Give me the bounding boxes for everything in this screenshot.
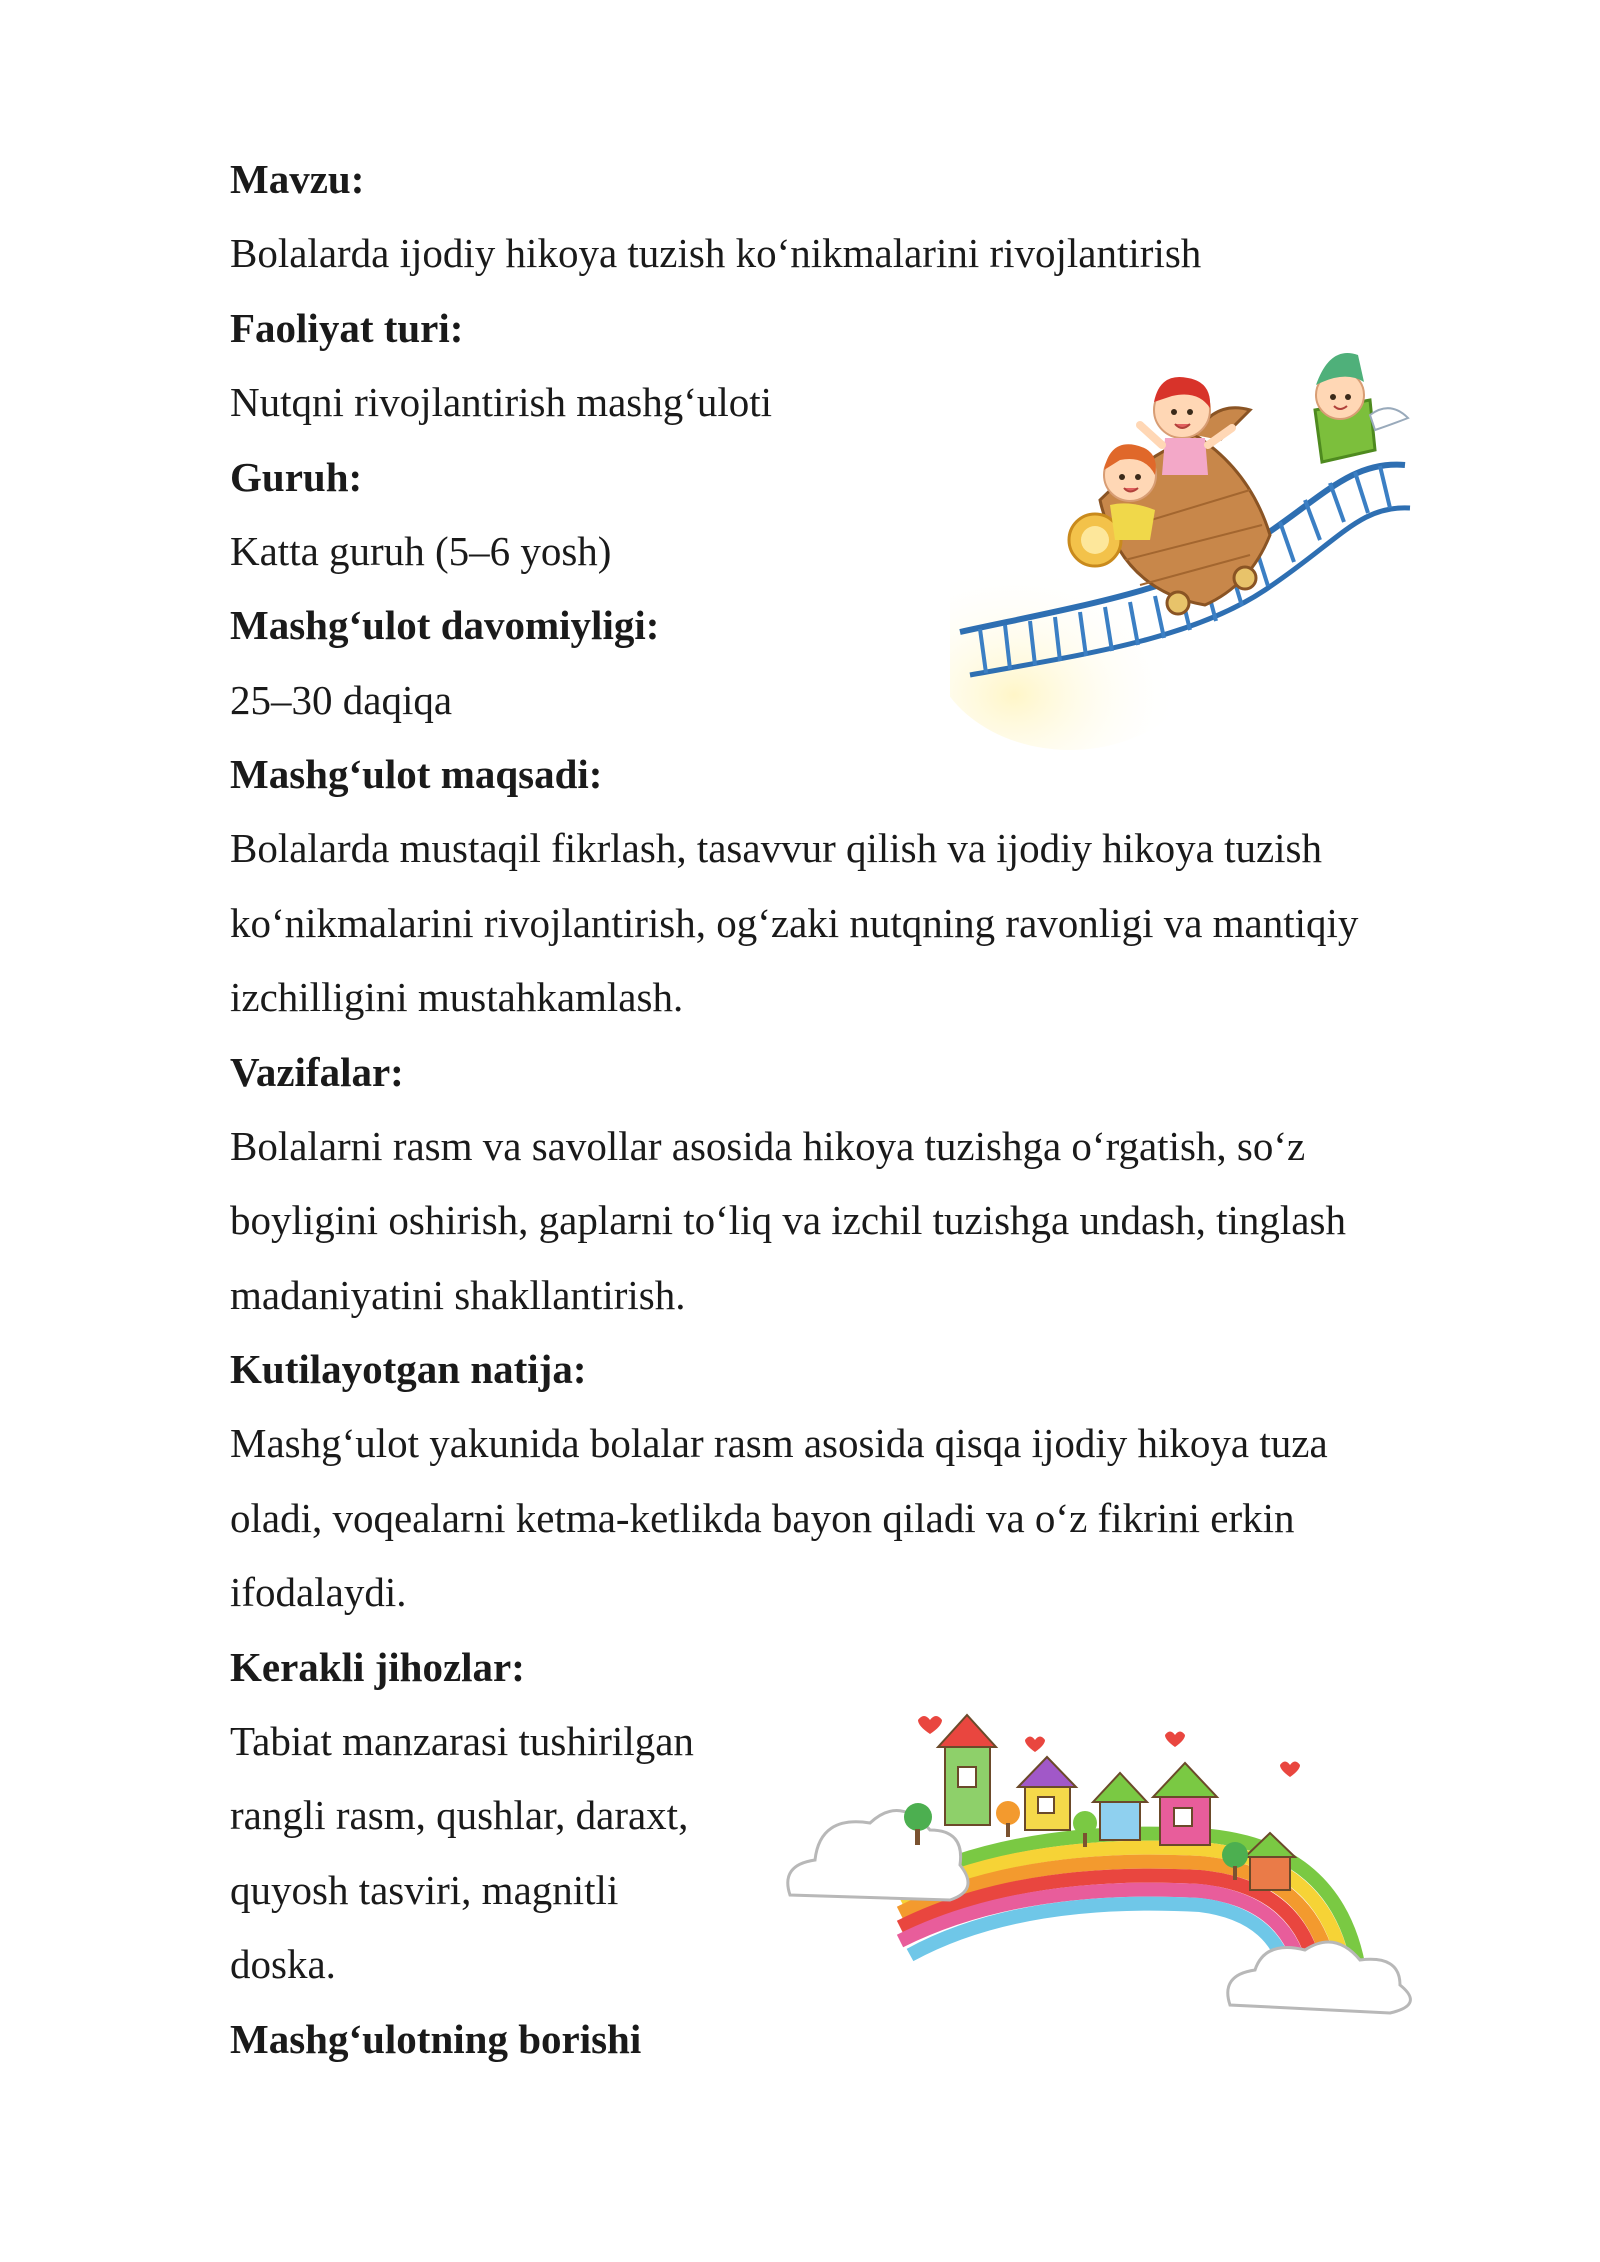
text-mavzu: Bolalarda ijodiy hikoya tuzish ko‘nikmalarini rivojlantirish xyxy=(230,230,1202,276)
heading-guruh: Guruh: xyxy=(230,454,363,500)
text-maqsadi-line-2: ko‘nikmalarini rivojlantirish, og‘zaki nutqning ravonligi va mantiqiy xyxy=(230,900,1359,946)
text-natija-line-3: ifodalaydi. xyxy=(230,1569,407,1615)
boy-green-hat-figure xyxy=(1315,353,1408,462)
cloud-right xyxy=(1228,1942,1411,2013)
kids-on-roller-coaster-illustration xyxy=(950,340,1420,760)
heading-vazifalar: Vazifalar: xyxy=(230,1049,404,1095)
text-faoliyat-turi: Nutqni rivojlantirish mashg‘uloti xyxy=(230,379,773,425)
text-maqsadi-line-3: izchilligini mustahkamlash. xyxy=(230,974,684,1020)
text-jihozlar-line-3: quyosh tasviri, magnitli xyxy=(230,1867,619,1913)
text-natija-line-2: oladi, voqealarni ketma-ketlikda bayon qiladi va o‘z fikrini erkin xyxy=(230,1495,1295,1541)
text-vazifalar-line-1: Bolalarni rasm va savollar asosida hikoya tuzishga o‘rgatish, so‘z xyxy=(230,1123,1306,1169)
text-vazifalar-line-2: boyligini oshirish, gaplarni to‘liq va izchil tuzishga undash, tinglash xyxy=(230,1197,1346,1243)
heading-jihozlar: Kerakli jihozlar: xyxy=(230,1644,525,1690)
cloud-left xyxy=(788,1811,968,1900)
heading-mavzu: Mavzu: xyxy=(230,156,365,202)
text-jihozlar-line-2: rangli rasm, qushlar, daraxt, xyxy=(230,1792,689,1838)
heading-natija: Kutilayotgan natija: xyxy=(230,1346,587,1392)
text-guruh: Katta guruh (5–6 yosh) xyxy=(230,528,612,574)
text-jihozlar-line-4: doska. xyxy=(230,1941,336,1987)
text-jihozlar-line-1: Tabiat manzarasi tushirilgan xyxy=(230,1718,694,1764)
text-vazifalar-line-3: madaniyatini shakllantirish. xyxy=(230,1272,686,1318)
heading-maqsadi: Mashg‘ulot maqsadi: xyxy=(230,751,603,797)
heading-borishi: Mashg‘ulotning borishi xyxy=(230,2016,642,2062)
heading-faoliyat-turi: Faoliyat turi: xyxy=(230,305,464,351)
text-natija-line-1: Mashg‘ulot yakunida bolalar rasm asosida qisqa ijodiy hikoya tuza xyxy=(230,1420,1328,1466)
heading-davomiyligi: Mashg‘ulot davomiyligi: xyxy=(230,602,660,648)
text-maqsadi-line-1: Bolalarda mustaqil fikrlash, tasavvur qilish va ijodiy hikoya tuzish xyxy=(230,825,1323,871)
rainbow-houses-clouds-illustration xyxy=(780,1705,1450,2035)
text-davomiyligi: 25–30 daqiqa xyxy=(230,677,453,723)
